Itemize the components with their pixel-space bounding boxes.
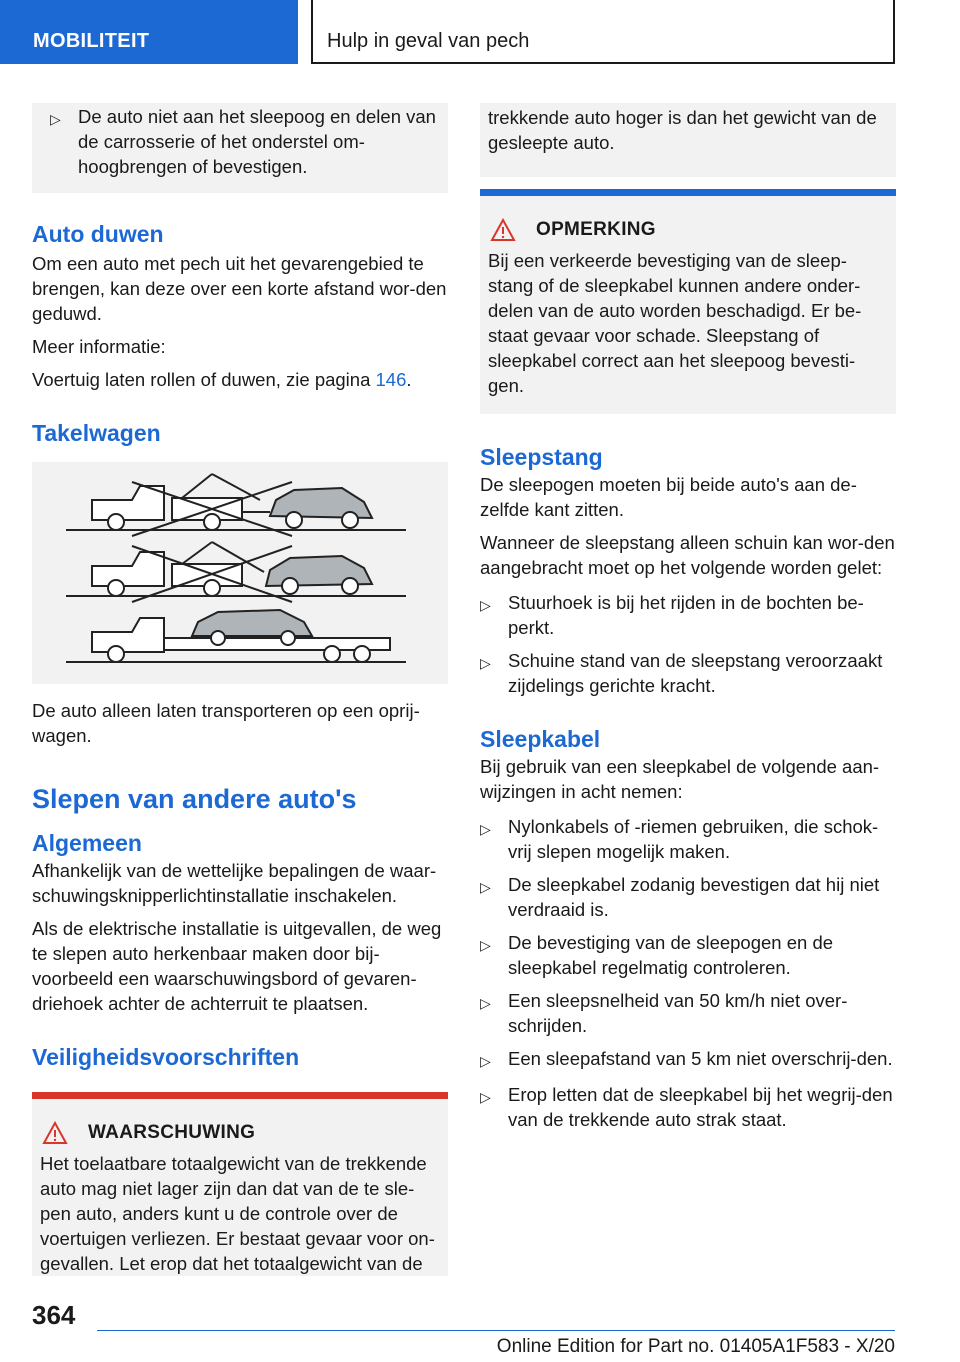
heading-sleepkabel: Sleepkabel bbox=[480, 726, 601, 752]
paragraph: Bij gebruik van een sleepkabel de volgende aan-wijzingen in acht nemen: bbox=[480, 756, 880, 802]
tow-truck-diagram bbox=[32, 462, 448, 684]
paragraph: De sleepogen moeten bij beide auto's aan de-zelfde kant zitten. bbox=[480, 474, 857, 520]
notice-text: Bij een verkeerde bevestiging van de sleep-stang of de sleepkabel kunnen andere onder-delen van de auto worden beschadigd. Er be-staat gevaar voor schade. Sleepstang of sleepkabel correct aan het sleepoog bevesti-gen. bbox=[488, 250, 862, 396]
bullet-triangle-icon: ▷ bbox=[50, 111, 61, 127]
bullet-triangle-icon: ▷ bbox=[480, 597, 491, 613]
page-number: 364 bbox=[32, 1300, 76, 1330]
warning-triangle-icon bbox=[490, 218, 516, 242]
bullet-triangle-icon: ▷ bbox=[480, 821, 491, 837]
list-item: ▷ De bevestiging van de sleepogen en de sleepkabel regelmatig controleren. bbox=[480, 932, 834, 978]
list-item: ▷ De auto niet aan het sleepoog en delen van de carrosserie of het onderstel om-hoogbrengen of bevestigen. bbox=[50, 106, 436, 177]
right-column bbox=[480, 103, 896, 1132]
page-link[interactable]: 146 bbox=[375, 369, 407, 390]
warning-triangle-icon bbox=[42, 1121, 68, 1145]
continued-box bbox=[32, 103, 448, 193]
warning-bar bbox=[32, 1092, 448, 1099]
chapter-title: Hulp in geval van pech bbox=[311, 0, 895, 64]
paragraph: Meer informatie: bbox=[32, 336, 166, 357]
heading-sleepstang: Sleepstang bbox=[480, 444, 603, 470]
list-item: ▷ De sleepkabel zodanig bevestigen dat hij niet verdraaid is. bbox=[480, 874, 880, 920]
paragraph-reference: Voertuig laten rollen of duwen, zie pagina 146. bbox=[32, 369, 412, 390]
warning-text: Het toelaatbare totaalgewicht van de trekkende auto mag niet lager zijn dan dat van de te sle-pen auto, anders kunt u de controle over de voertuigen verliezen. Er bestaat gevaar voor on-gevallen. Let erop dat het totaalgewicht van de bbox=[40, 1153, 435, 1274]
heading-veiligheid: Veiligheidsvoorschriften bbox=[32, 1044, 300, 1070]
notice-box bbox=[480, 189, 896, 414]
bullet-triangle-icon: ▷ bbox=[480, 655, 491, 671]
list-item: ▷ Stuurhoek is bij het rijden in de bochten be-perkt. bbox=[480, 592, 864, 638]
bullet-triangle-icon: ▷ bbox=[480, 937, 491, 953]
notice-bar bbox=[480, 189, 896, 196]
section-tab: MOBILITEIT bbox=[0, 0, 298, 64]
bullet-triangle-icon: ▷ bbox=[480, 879, 491, 895]
heading-auto-duwen: Auto duwen bbox=[32, 221, 164, 247]
left-column bbox=[32, 103, 448, 1276]
towing-illustration bbox=[32, 462, 448, 684]
bullet-triangle-icon: ▷ bbox=[480, 1089, 491, 1105]
footer-divider bbox=[97, 1330, 895, 1331]
page-header bbox=[0, 0, 960, 66]
list-item: ▷ Nylonkabels of -riemen gebruiken, die schok-vrij slepen mogelijk maken. bbox=[480, 816, 879, 862]
heading-algemeen: Algemeen bbox=[32, 830, 142, 856]
list-item: ▷ Erop letten dat de sleepkabel bij het wegrij-den van de trekkende auto strak staat. bbox=[480, 1084, 893, 1130]
paragraph: Afhankelijk van de wettelijke bepalingen de waar-schuwingsknipperlichtinstallatie inschakelen. bbox=[32, 860, 437, 906]
list-item: ▷ Een sleepafstand van 5 km niet overschrij-den. bbox=[480, 1046, 896, 1074]
warning-box bbox=[32, 1092, 448, 1276]
bullet-triangle-icon: ▷ bbox=[480, 1053, 491, 1069]
paragraph: Om een auto met pech uit het gevarengebied te brengen, kan deze over een korte afstand wor-den geduwd. bbox=[32, 253, 447, 324]
list-item: ▷ Een sleepsnelheid van 50 km/h niet over-schrijden. bbox=[480, 990, 848, 1036]
paragraph: Als de elektrische installatie is uitgevallen, de weg te slepen auto herkenbaar maken door bij-voorbeeld een waarschuwingsbord of gevaren-driehoek achter de achterruit te plaatsen. bbox=[32, 918, 442, 1014]
heading-takelwagen: Takelwagen bbox=[32, 420, 161, 446]
heading-slepen: Slepen van andere auto's bbox=[32, 784, 357, 814]
figure-caption: De auto alleen laten transporteren op een oprij-wagen. bbox=[32, 700, 420, 746]
list-item: ▷ Schuine stand van de sleepstang veroorzaakt zijdelings gerichte kracht. bbox=[480, 650, 883, 696]
paragraph: Wanneer de sleepstang alleen schuin kan wor-den aangebracht moet op het volgende worden gelet: bbox=[480, 532, 895, 578]
warning-title: WAARSCHUWING bbox=[88, 1122, 256, 1143]
warning-continuation: trekkende auto hoger is dan het gewicht van de gesleepte auto. bbox=[480, 103, 896, 177]
notice-title: OPMERKING bbox=[536, 219, 656, 240]
edition-text: Online Edition for Part no. 01405A1F583 - X/20 bbox=[496, 1336, 895, 1357]
bullet-triangle-icon: ▷ bbox=[480, 995, 491, 1011]
